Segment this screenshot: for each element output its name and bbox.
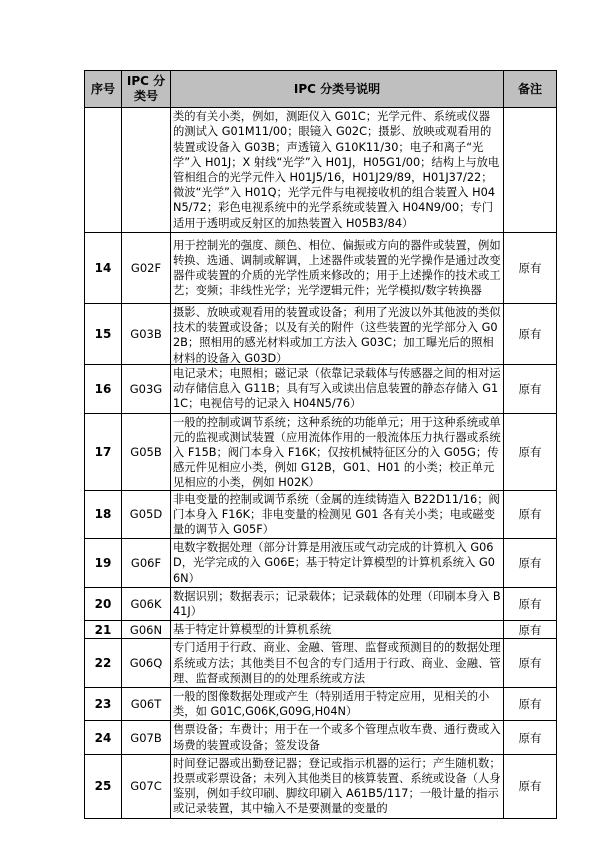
ipc-code: G06K: [122, 587, 171, 620]
ipc-description-text: 电数字数据处理（部分计算是用液压或气动完成的计算机入 G06D，光学完成的入 G06E；基于特定计算模型的计算机系统入 G06N）: [173, 541, 495, 585]
ipc-description: [171, 413, 504, 490]
table-row: [85, 233, 557, 304]
note: 原有: [504, 490, 557, 539]
table-row: [85, 688, 557, 721]
ipc-description-text: 专门适用于行政、商业、金融、管理、监督或预测目的的数据处理系统或方法；其他类目不包含的专门适用于行政、商业、金融、管理、监督或预测目的的处理系统或方法: [173, 641, 501, 685]
row-number: 14: [85, 233, 122, 304]
ipc-description: [171, 721, 504, 754]
note: 原有: [504, 413, 557, 490]
ipc-description: [171, 621, 504, 639]
ipc-description-text: 用于控制光的强度、颜色、相位、偏振或方向的器件或装置，例如转换、选通、调制或解调，上述器件或装置的光学操作是通过改变器件或装置的介质的光学性质来修改的；用于上述操作的技术或工艺；变频；非线性光学；光学逻辑元件；光学模拟/数字转换器: [173, 238, 501, 298]
ipc-code: [122, 108, 171, 233]
header-no: 序号: [85, 71, 122, 108]
row-number: 16: [85, 365, 122, 414]
row-number: 20: [85, 587, 122, 620]
ipc-code: G06Q: [122, 639, 171, 688]
ipc-code: G03B: [122, 304, 171, 365]
note: 原有: [504, 233, 557, 304]
ipc-code: G07B: [122, 721, 171, 754]
ipc-description-text: 售票设备；车费计；用于在一个或多个管理点收车费、通行费或入场费的装置或设备；签发设备: [173, 723, 501, 752]
ipc-description-text: 一般的控制或调节系统；这种系统的功能单元；用于这种系统或单元的监视或测试装置（应用流体作用的一般流体压力执行器或系统入 F15B；阀门本身入 F16K；仅按机械特征区分的入 G05G；传感元件见相应小类，例如 G12B，G01、H01 的小类；校正单元见相应的小类，例如 H02K）: [173, 415, 501, 489]
note: 原有: [504, 688, 557, 721]
table-row: [85, 490, 557, 539]
note: 原有: [504, 754, 557, 818]
note: 原有: [504, 365, 557, 414]
table-row: [85, 365, 557, 414]
note: 原有: [504, 587, 557, 620]
ipc-description-text: 一般的图像数据处理或产生（特别适用于特定应用，见相关的小类，如 G01C,G06K,G09G,H04N）: [173, 690, 490, 719]
table-row: [85, 721, 557, 754]
ipc-description: [171, 754, 504, 818]
ipc-code: G06N: [122, 621, 171, 639]
row-number: 23: [85, 688, 122, 721]
ipc-code: G05B: [122, 413, 171, 490]
row-number: 24: [85, 721, 122, 754]
row-number: 15: [85, 304, 122, 365]
ipc-description: [171, 539, 504, 588]
ipc-description-text: 类的有关小类，例如，测距仪入 G01C；光学元件、系统或仪器的测试入 G01M11/00；眼镜入 G02C；摄影、放映或观看用的装置或设备入 G03B；声透镜入 G10K11/30；电子和离子“光学”入 H01J；X 射线“光学”入 H01J，H05G1/00；结构上与放电管相组合的光学元件入 H01J5/16，H01J29/89，H01J37/22；微波“光学”入 H01Q；光学元件与电视接收机的组合装置入 H04N5/72；彩色电视系统中的光学系统或装置入 H04N9/00；专门适用于透明或反射区的加热装置入 H05B3/84）: [173, 110, 500, 230]
table-row: [85, 621, 557, 639]
row-number: [85, 108, 122, 233]
ipc-description-text: 数据识别；数据表示；记录载体；记录载体的处理（印刷本身入 B41J）: [173, 589, 501, 619]
ipc-code: G07C: [122, 754, 171, 818]
table-row: [85, 639, 557, 688]
row-number: 19: [85, 539, 122, 588]
header-ipc-code: IPC 分类号: [122, 71, 171, 108]
ipc-description: [171, 108, 504, 233]
ipc-description: [171, 233, 504, 304]
ipc-description: [171, 639, 504, 688]
ipc-description: [171, 587, 504, 620]
note: 原有: [504, 539, 557, 588]
ipc-classification-table: [84, 70, 557, 819]
ipc-code: G06F: [122, 539, 171, 588]
row-number: 22: [85, 639, 122, 688]
note: 原有: [504, 721, 557, 754]
ipc-code: G05D: [122, 490, 171, 539]
note: 原有: [504, 621, 557, 639]
table-row: [85, 304, 557, 365]
row-number: 21: [85, 621, 122, 639]
ipc-description: [171, 688, 504, 721]
row-number: 17: [85, 413, 122, 490]
row-number: 18: [85, 490, 122, 539]
note: [504, 108, 557, 233]
ipc-code: G03G: [122, 365, 171, 414]
ipc-code: G02F: [122, 233, 171, 304]
note: 原有: [504, 639, 557, 688]
ipc-description-text: 基于特定计算模型的计算机系统: [173, 623, 332, 637]
ipc-description-text: 非电变量的控制或调节系统（金属的连续铸造入 B22D11/16；阀门本身入 F16K；非电变量的检测见 G01 各有关小类；电或磁变量的调节入 G05F）: [173, 492, 500, 537]
ipc-description: [171, 365, 504, 414]
table-header-row: [85, 71, 557, 108]
header-note: 备注: [504, 71, 557, 108]
ipc-description-text: 电记录术；电照相；磁记录（依靠记录载体与传感器之间的相对运动存储信息入 G11B；具有写入或读出信息装置的静态存储入 G11C；电视信号的记录入 H04N5/76）: [173, 367, 501, 411]
note: 原有: [504, 304, 557, 365]
table-row: [85, 108, 557, 233]
ipc-code: G06T: [122, 688, 171, 721]
ipc-description-text: 摄影、放映或观看用的装置或设备；利用了光波以外其他波的类似技术的装置或设备；以及有关的附件（这些装置的光学部分入 G02B；照相用的感光材料或加工方法入 G03C；加工曝光后的照相材料的设备入 G03D）: [173, 306, 501, 363]
table-row: [85, 754, 557, 818]
ipc-description-text: 时间登记器或出勤登记器；登记或指示机器的运行；产生随机数；投票或彩票设备；未列入其他类目的核算装置、系统或设备（人身鉴别，例如手纹印刷、脚纹印刷入 A61B5/117；一般计量的指示或记录装置，其中输入不是要测量的变量的: [173, 756, 501, 816]
table-row: [85, 539, 557, 588]
table-row: [85, 587, 557, 620]
row-number: 25: [85, 754, 122, 818]
table-row: [85, 413, 557, 490]
ipc-description: [171, 304, 504, 365]
ipc-description: [171, 490, 504, 539]
header-ipc-description: IPC 分类号说明: [171, 71, 504, 108]
